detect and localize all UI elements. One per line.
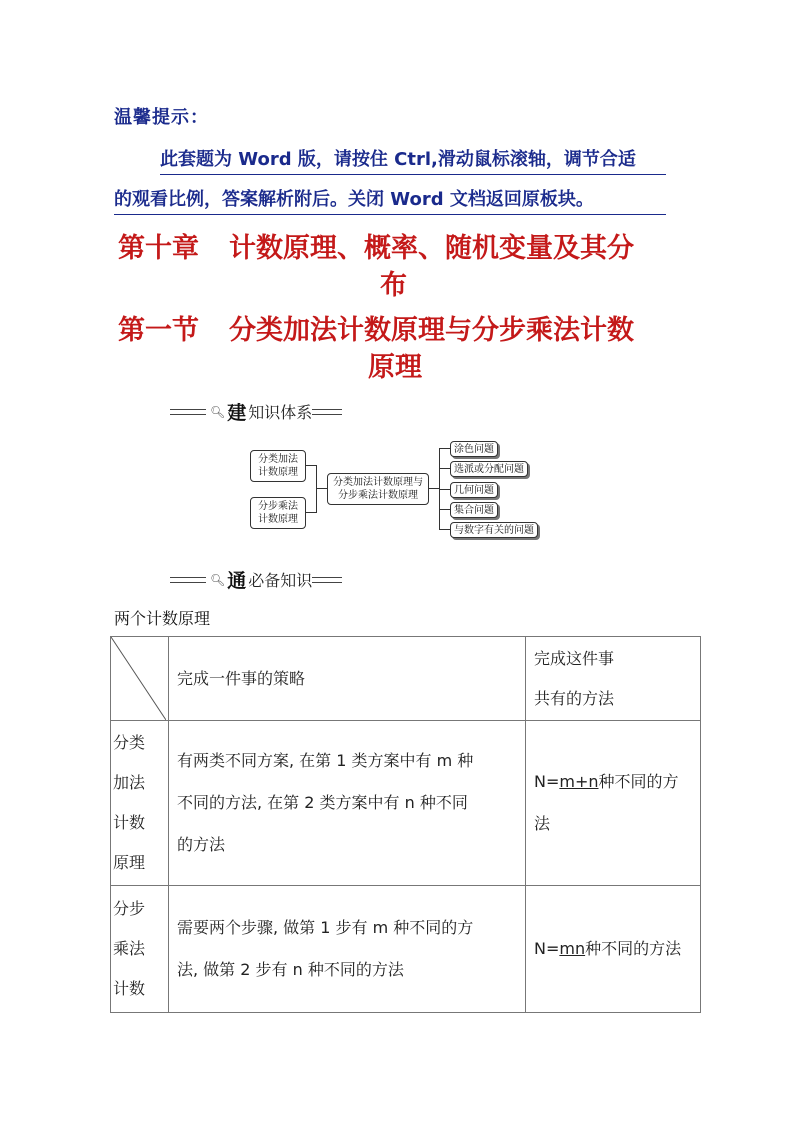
row-strategy [169, 721, 526, 886]
table-row [111, 886, 701, 1013]
row-name [111, 886, 169, 1013]
result-formula: mn [559, 939, 586, 958]
tip-line-1: 此套题为 Word 版，请按住 Ctrl,滑动鼠标滚轴，调节合适 [160, 149, 636, 170]
magnifier-icon: 🔍︎ [210, 404, 226, 419]
diagonal-svg [111, 637, 166, 720]
row-name-line: 乘法 [113, 939, 146, 958]
row-strategy-line: 不同的方法, 在第 2 类方案中有 n 种不同 [177, 793, 468, 812]
tip-line-2: 的观看比例，答案解析附后。关闭 Word 文档返回原板块。 [114, 189, 594, 210]
diagram-node-addition-principle [250, 450, 306, 482]
banner-knowledge-system [170, 398, 342, 425]
header-methods-line1: 完成这件事 [534, 648, 615, 668]
diagram-node-combined [327, 473, 429, 505]
row-strategy-line: 有两类不同方案, 在第 1 类方案中有 m 种 [177, 751, 474, 770]
row-name-line: 分步 [113, 899, 146, 918]
node-text: 分类加法 [258, 454, 298, 465]
header-methods [526, 637, 701, 721]
diagram-node-selection: 选派或分配问题 [450, 461, 528, 477]
row-name-line: 计数 [113, 813, 146, 832]
connector [439, 448, 450, 449]
section-heading [118, 308, 634, 347]
node-text: 分步乘法计数原理 [338, 490, 418, 501]
connector [316, 488, 327, 489]
diagram-node-multiplication-principle [250, 497, 306, 529]
diagram-node-geometry: 几何问题 [450, 482, 498, 498]
table-header-row [111, 637, 701, 721]
chapter-number: 第十章 [118, 233, 199, 264]
magnifier-icon: 🔍︎ [210, 572, 226, 587]
row-result-line2: 法 [534, 814, 551, 833]
diagram-node-numbers: 与数字有关的问题 [450, 522, 538, 538]
node-text: 计数原理 [258, 514, 298, 525]
row-result-line1 [534, 761, 700, 803]
chapter-heading [118, 226, 634, 265]
header-diagonal-cell [111, 637, 169, 721]
table-caption: 两个计数原理 [114, 609, 211, 628]
result-prefix: N= [534, 939, 560, 958]
row-name-line: 计数 [113, 979, 146, 998]
diagram-node-sets: 集合问题 [450, 502, 498, 518]
banner-label: 知识体系 [248, 403, 313, 422]
row-strategy-line: 需要两个步骤, 做第 1 步有 m 种不同的方 [177, 918, 474, 937]
banner-seal-char: 建 [227, 402, 247, 424]
tip-underline-2 [114, 214, 666, 215]
tip-title: 温馨提示： [114, 107, 209, 128]
section-title-line1: 分类加法计数原理与分步乘法计数 [229, 315, 634, 346]
row-name [111, 721, 169, 886]
section-number: 第一节 [118, 315, 199, 346]
row-result-line1 [534, 928, 700, 970]
banner-label: 必备知识 [248, 571, 313, 590]
tip-underline-1 [160, 174, 666, 175]
row-name-line: 原理 [113, 853, 146, 872]
banner-rule-left [170, 577, 206, 583]
node-text: 计数原理 [258, 467, 298, 478]
row-result [526, 886, 701, 1013]
header-strategy: 完成一件事的策略 [169, 637, 526, 721]
row-strategy [169, 886, 526, 1013]
header-methods-line2: 共有的方法 [534, 688, 615, 708]
row-name-line: 分类 [113, 733, 146, 752]
row-strategy-line: 的方法 [177, 835, 226, 854]
chapter-title-line1: 计数原理、概率、随机变量及其分 [229, 233, 634, 264]
diagram-node-coloring: 涂色问题 [450, 441, 498, 457]
connector [439, 509, 450, 510]
connector [439, 468, 450, 469]
row-strategy-line: 法, 做第 2 步有 n 种不同的方法 [177, 960, 404, 979]
result-suffix: 种不同的方 [598, 772, 679, 791]
row-result [526, 721, 701, 886]
connector [439, 529, 450, 530]
result-suffix: 种不同的方法 [585, 939, 682, 958]
principles-table [110, 636, 701, 1013]
chapter-title-line2: 布 [380, 270, 407, 301]
table-row [111, 721, 701, 886]
diagonal-line [111, 637, 168, 720]
node-text: 分类加法计数原理与 [333, 477, 423, 488]
connector [439, 489, 450, 490]
banner-rule-left [170, 409, 206, 415]
banner-rule-right [312, 409, 342, 415]
node-text: 分步乘法 [258, 501, 298, 512]
banner-seal-char: 通 [227, 570, 247, 592]
banner-required-knowledge [170, 566, 342, 593]
row-name-line: 加法 [113, 773, 146, 792]
banner-rule-right [312, 577, 342, 583]
section-title-line2: 原理 [368, 352, 422, 383]
result-formula: m+n [559, 772, 599, 791]
connector [316, 465, 317, 513]
result-prefix: N= [534, 772, 560, 791]
